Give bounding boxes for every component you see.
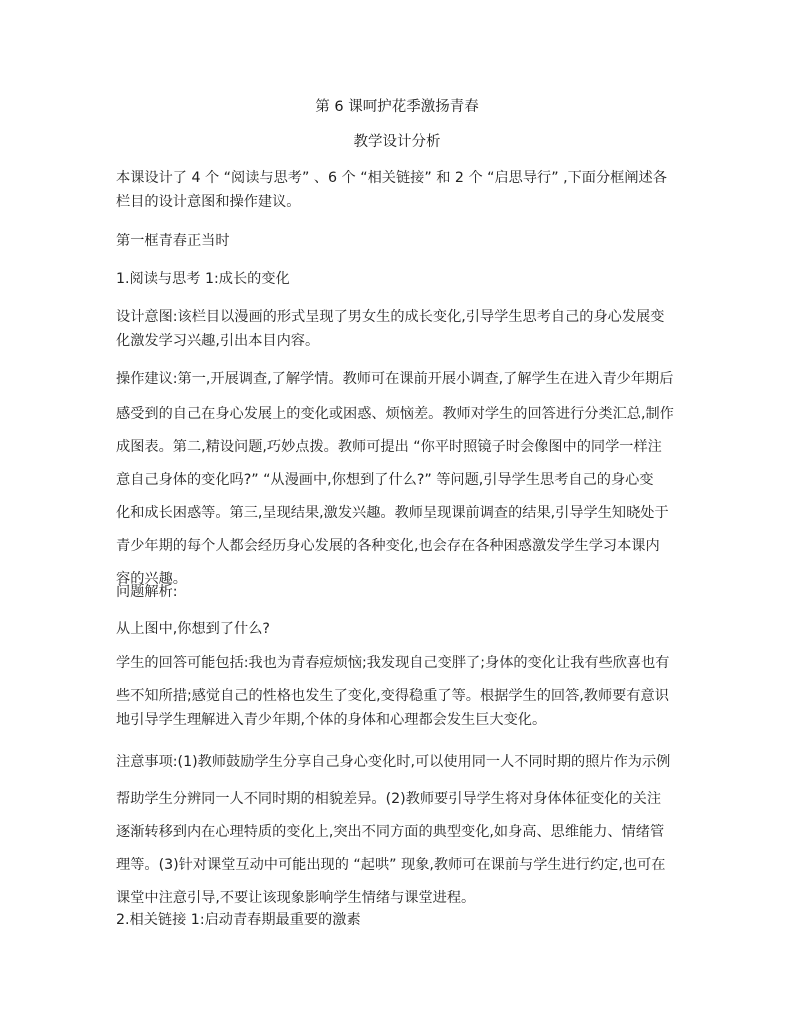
text-line: 课堂中注意引导,不要让该现象影响学生情绪与课堂进程。 (116, 890, 476, 906)
text-line: 成图表。第二,精设问题,巧妙点拨。教师可提出 “你平时照镜子时会像图中的同学一样注 (116, 439, 662, 455)
text-line: 青少年期的每个人都会经历身心发展的各种变化,也会存在各种困惑激发学生学习本课内 (116, 538, 660, 554)
text-line: 学生的回答可能包括:我也为青春痘烦恼;我发现自己变胖了;身体的变化让我有些欣喜也有 (116, 655, 670, 671)
notes-paragraph (116, 750, 682, 774)
text-line: 意自己身体的变化吗?” “从漫画中,你想到了什么?” 等问题,引导学生思考自己的身心变 (116, 472, 654, 488)
text-line: 1.阅读与思考 1:成长的变化 (116, 271, 290, 287)
text-line: 设计意图:该栏目以漫画的形式呈现了男女生的成长变化,引导学生思考自己的身心发展变 (116, 309, 665, 325)
question-analysis-heading (116, 580, 682, 604)
text-line: 逐渐转移到内在心理特质的变化上,突出不同方面的典型变化,如身高、思维能力、情绪管 (116, 824, 665, 840)
text-line: 从上图中,你想到了什么? (116, 621, 270, 637)
text-line: 地引导学生理解进入青少年期,个体的身体和心理都会发生巨大变化。 (116, 712, 547, 728)
answer-paragraph-continued (116, 684, 682, 732)
text-line: 本课设计了 4 个 “阅读与思考” 、6 个 “相关链接” 和 2 个 “启思导行” ,下面分框阐述各 (116, 170, 667, 186)
question-text (116, 617, 682, 641)
text-line: 问题解析: (116, 584, 178, 600)
operation-advice-paragraph (116, 367, 682, 391)
text-line: 栏目的设计意图和操作建议。 (116, 194, 301, 210)
text-line: 感受到的自己在身心发展上的变化或困惑、烦恼差。教师对学生的回答进行分类汇总,制作 (116, 406, 674, 422)
text-line: 理等。(3)针对课堂互动中可能出现的 “起哄” 现象,教师可在课前与学生进行约定,也可在 (116, 857, 666, 873)
operation-advice-continued (116, 398, 682, 596)
design-intent-paragraph (116, 305, 682, 353)
text-line: 2.相关链接 1:启动青春期最重要的激素 (116, 912, 361, 928)
text-line: 操作建议:第一,开展调查,了解学情。教师可在课前开展小调查,了解学生在进入青少年期后 (116, 371, 674, 387)
text-line: 容的兴趣。 (116, 571, 187, 587)
answer-paragraph (116, 651, 682, 675)
lesson-title: 第 6 课呵护花季激扬青春 (315, 99, 479, 115)
section-heading (116, 229, 682, 253)
intro-paragraph (116, 166, 682, 214)
text-line: 些不知所措;感觉自己的性格也发生了变化,变得稳重了等。根据学生的回答,教师要有意识 (116, 688, 669, 704)
text-line: 第一框青春正当时 (116, 233, 230, 249)
notes-paragraph-continued (116, 783, 682, 915)
text-line: 帮助学生分辨同一人不同时期的相貌差异。(2)教师要引导学生将对身体体征变化的关注 (116, 791, 662, 807)
text-line: 注意事项:(1)教师鼓励学生分享自己身心变化时,可以使用同一人不同时期的照片作为示例 (116, 754, 671, 770)
section-subtitle: 教学设计分析 (353, 134, 441, 150)
subsection-heading (116, 267, 682, 291)
text-line: 化和成长困惑等。第三,呈现结果,激发兴趣。教师呈现课前调查的结果,引导学生知晓处于 (116, 505, 669, 521)
related-link-heading (116, 908, 682, 932)
text-line: 化激发学习兴趣,引出本目内容。 (116, 333, 320, 349)
